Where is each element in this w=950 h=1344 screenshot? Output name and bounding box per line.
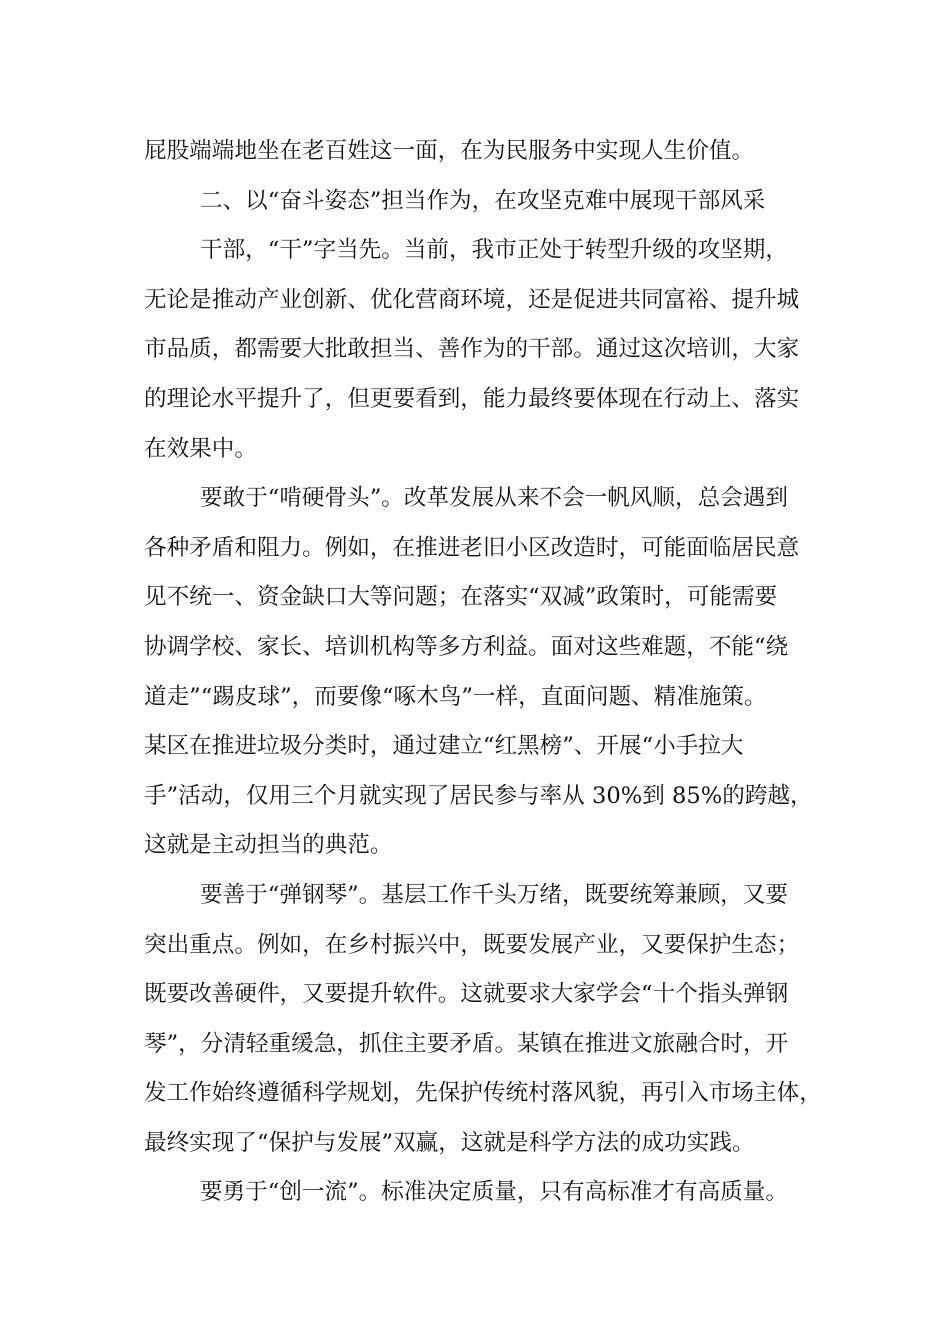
text-line: 在效果中。 bbox=[144, 435, 257, 462]
text-line: 各种矛盾和阻力。例如，在推进老旧小区改造时，可能面临居民意 bbox=[144, 534, 800, 561]
text-line: 要勇于“创一流”。标准决定质量，只有高标准才有高质量。 bbox=[200, 1179, 788, 1206]
document-page bbox=[144, 127, 822, 1218]
text-line: 协调学校、家长、培训机构等多方利益。面对这些难题，不能“绕 bbox=[144, 633, 789, 660]
text-line: 某区在推进垃圾分类时，通过建立“红黑榜”、开展“小手拉大 bbox=[144, 733, 744, 760]
text-line: 二、以“奋斗姿态”担当作为，在攻坚克难中展现干部风采 bbox=[200, 187, 766, 214]
text-line: 见不统一、资金缺口大等问题；在落实“双减”政策时，可能需要 bbox=[144, 584, 778, 611]
text-line: 的理论水平提升了，但更要看到，能力最终要体现在行动上、落实 bbox=[144, 385, 800, 412]
text-line: 无论是推动产业创新、优化营商环境，还是促进共同富裕、提升城 bbox=[144, 286, 800, 313]
text-line: 发工作始终遵循科学规划，先保护传统村落风貌，再引入市场主体， bbox=[144, 1080, 822, 1107]
text-line: 这就是主动担当的典范。 bbox=[144, 832, 393, 859]
text-line: 要善于“弹钢琴”。基层工作千头万绪，既要统筹兼顾，又要 bbox=[200, 881, 788, 908]
text-line: 市品质，都需要大批敢担当、善作为的干部。通过这次培训，大家 bbox=[144, 336, 800, 363]
text-line: 道走”“踢皮球”，而要像“啄木鸟”一样，直面问题、精准施策。 bbox=[144, 683, 767, 710]
text-line: 既要改善硬件，又要提升软件。这就要求大家学会“十个指头弹钢 bbox=[144, 981, 789, 1008]
paragraph bbox=[144, 871, 822, 1169]
paragraph bbox=[144, 226, 814, 474]
text-line: 最终实现了“保护与发展”双赢，这就是科学方法的成功实践。 bbox=[144, 1129, 755, 1156]
paragraph bbox=[144, 127, 814, 177]
paragraph bbox=[144, 474, 814, 871]
text-line: 手”活动，仅用三个月就实现了居民参与率从 30%到 85%的跨越， bbox=[144, 782, 813, 809]
paragraph bbox=[144, 1168, 814, 1218]
paragraph bbox=[144, 177, 814, 227]
text-line: 干部，“干”字当先。当前，我市正处于转型升级的攻坚期， bbox=[200, 237, 788, 264]
text-line: 屁股端端地坐在老百姓这一面，在为民服务中实现人生价值。 bbox=[144, 138, 755, 164]
text-line: 琴”，分清轻重缓急，抓住主要矛盾。某镇在推进文旅融合时，开 bbox=[144, 1030, 789, 1057]
text-line: 突出重点。例如，在乡村振兴中，既要发展产业，又要保护生态； bbox=[144, 931, 800, 958]
text-line: 要敢于“啃硬骨头”。改革发展从来不会一帆风顺，总会遇到 bbox=[200, 485, 788, 512]
